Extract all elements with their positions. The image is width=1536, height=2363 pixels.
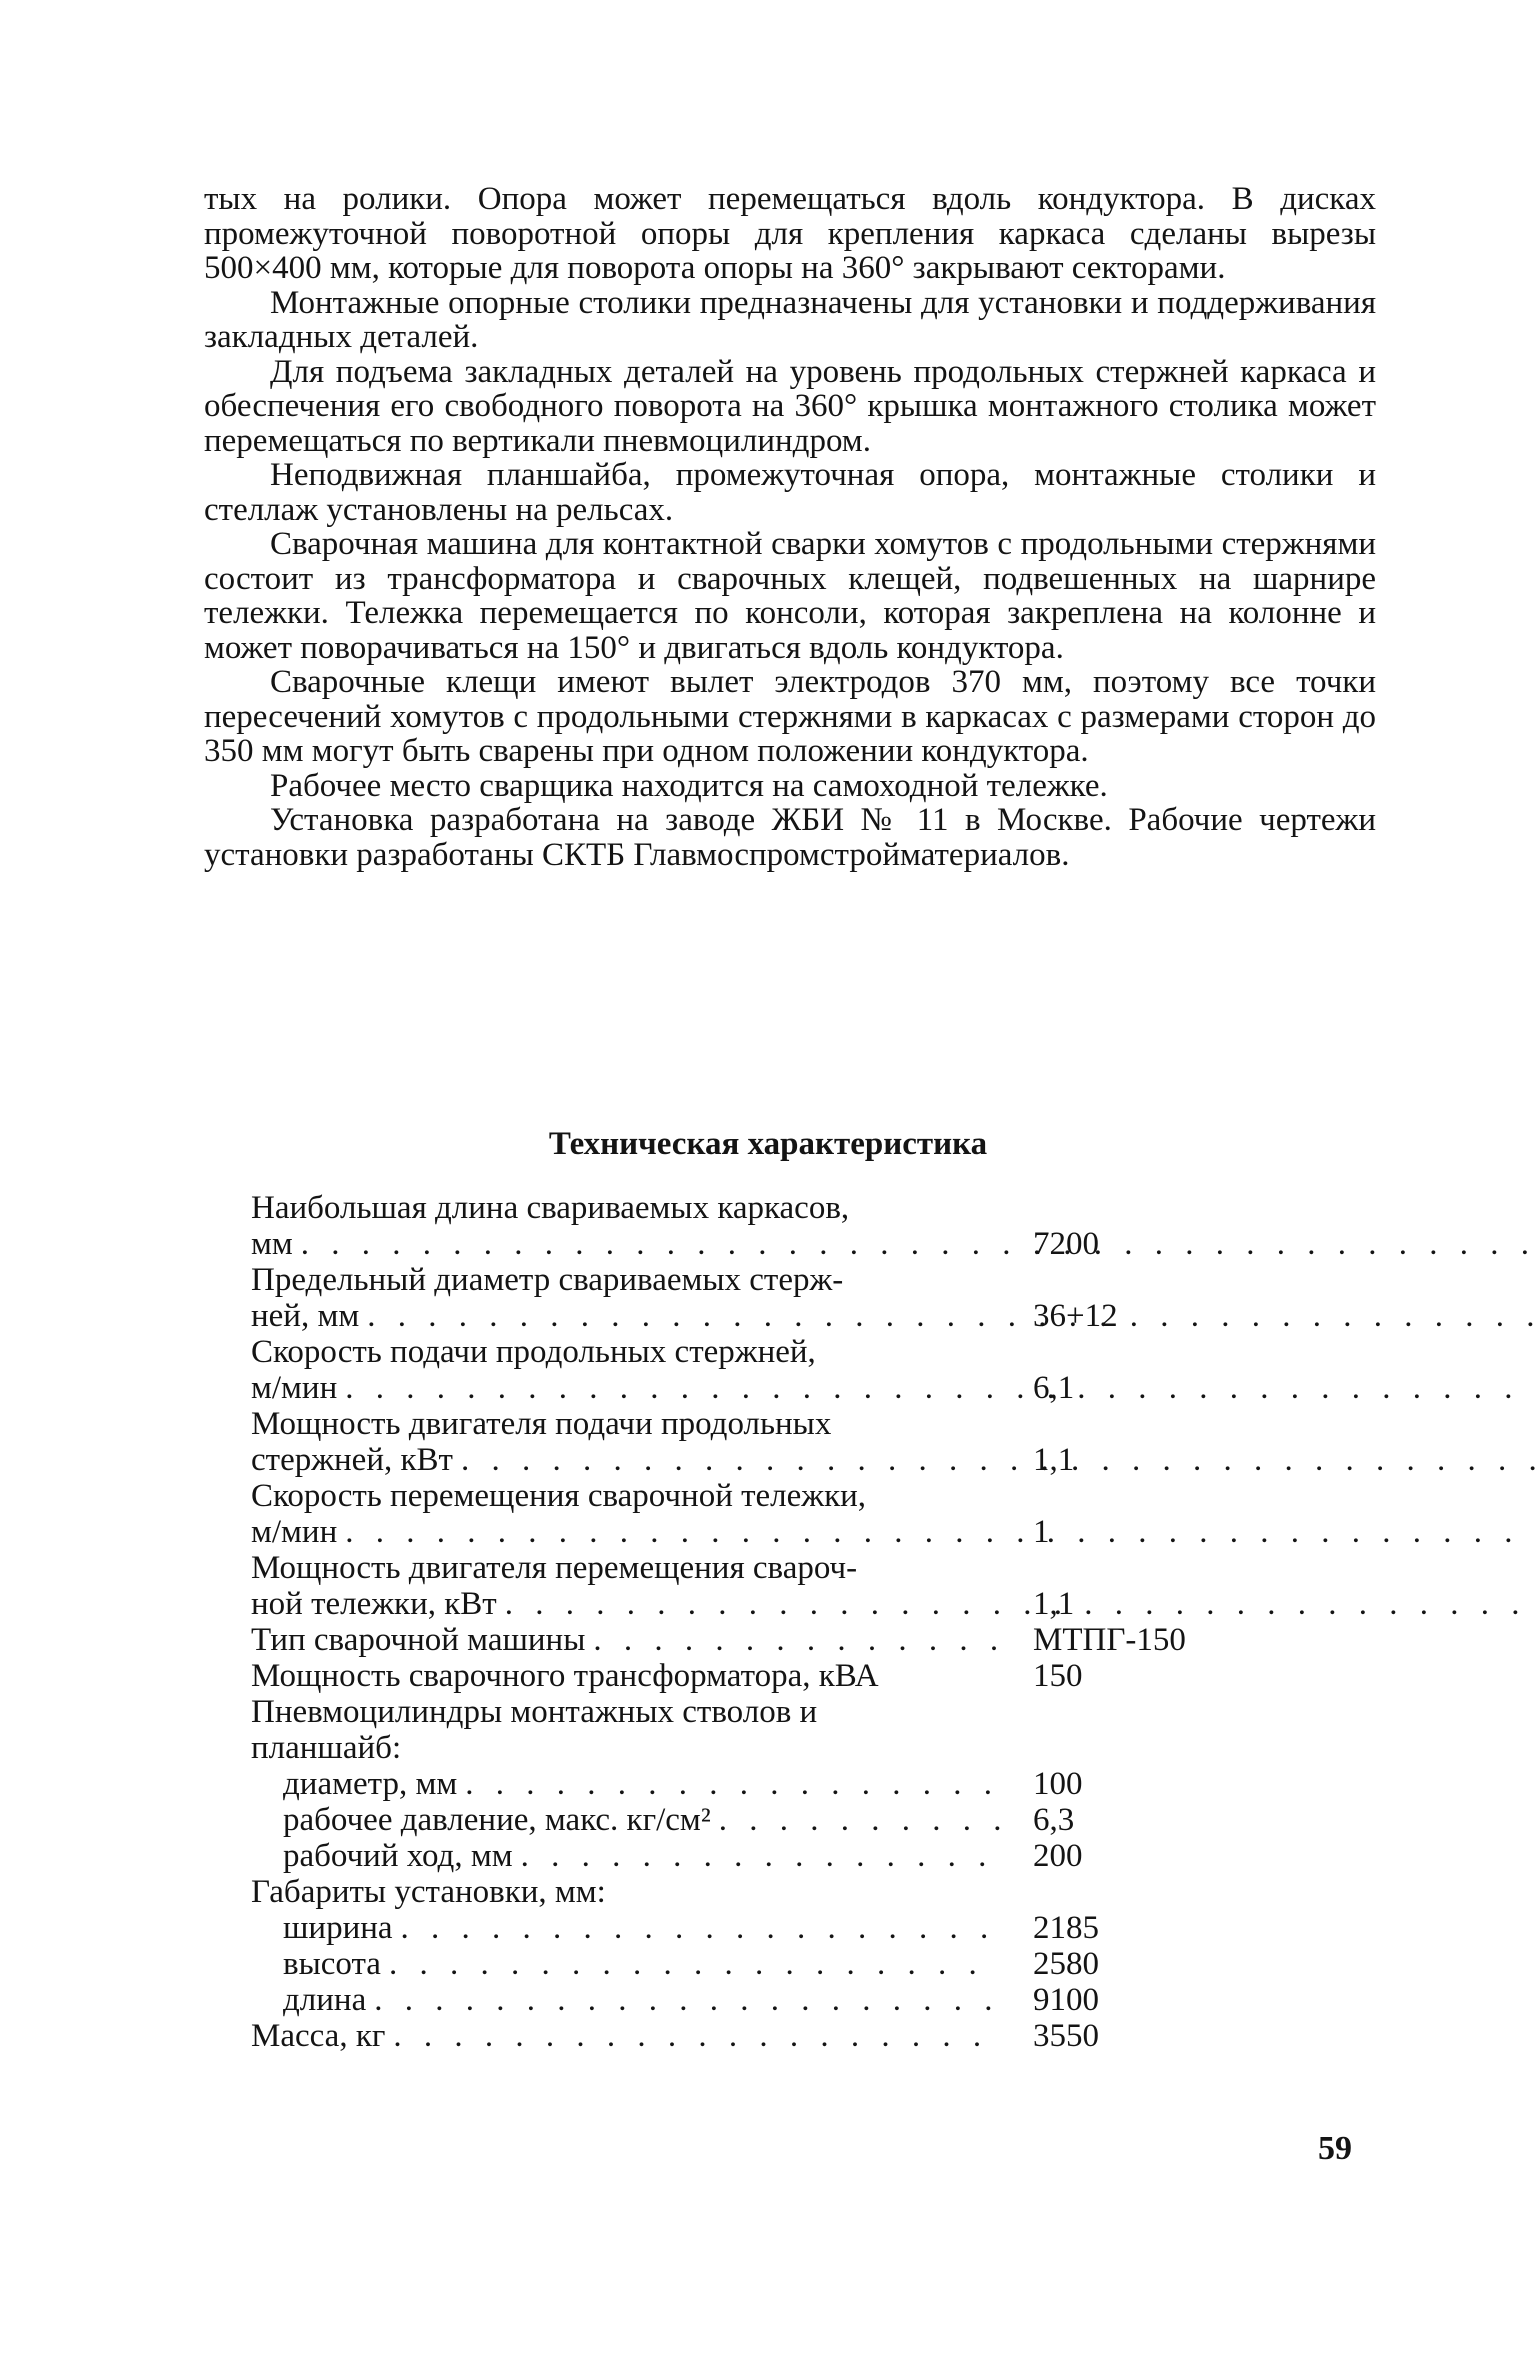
dot-leader	[593, 1622, 1001, 1658]
dot-leader	[465, 1766, 1001, 1802]
spec-label-line: Наибольшая длина свариваемых каркасов,	[251, 1190, 850, 1226]
spec-value: 200	[1033, 1838, 1083, 1874]
spec-label-line: ной тележки, кВт	[251, 1586, 497, 1622]
dot-leader	[393, 2018, 1001, 2054]
spec-value: 2580	[1033, 1946, 1099, 1982]
spec-row	[251, 1478, 1251, 1550]
spec-row	[251, 1550, 1251, 1622]
spec-label-line: планшайб:	[251, 1730, 402, 1766]
dot-leader	[401, 1910, 1001, 1946]
paragraph: Неподвижная планшайба, промежуточная опора, монтажные столики и стеллаж установлены на рельсах.	[204, 457, 1376, 528]
spec-row	[251, 1694, 1251, 1766]
spec-row	[251, 1406, 1251, 1478]
spec-label-line: Предельный диаметр свариваемых стерж-	[251, 1262, 844, 1298]
spec-label-line: мм	[251, 1226, 293, 1262]
spec-label	[251, 1406, 1001, 1478]
section-title: Техническая характеристика	[548, 1126, 988, 1162]
spec-label-line: м/мин	[251, 1370, 338, 1406]
dot-leader	[719, 1802, 1001, 1838]
spec-value: 3550	[1033, 2018, 1099, 2054]
spec-label-text: рабочий ход, мм	[283, 1838, 513, 1874]
paragraph: Рабочее место сварщика находится на самоходной тележке.	[270, 767, 1108, 804]
dot-leader	[374, 1982, 1001, 2018]
paragraph: Установка разработана на заводе ЖБИ № 11 в Москве. Рабочие чертежи установки разработаны СКТБ Главмоспромстройматериалов.	[204, 802, 1376, 873]
spec-label-line: Скорость подачи продольных стержней,	[251, 1334, 816, 1370]
spec-row	[251, 1838, 1251, 1874]
spec-row	[251, 1334, 1251, 1406]
spec-label	[251, 1262, 1001, 1334]
page-number: 59	[1318, 2130, 1352, 2167]
spec-row	[251, 1946, 1251, 1982]
paragraph: Монтажные опорные столики предназначены для установки и поддерживания закладных деталей.	[204, 284, 1376, 355]
spec-label-line: Мощность двигателя подачи продольных	[251, 1406, 832, 1442]
spec-row	[251, 2018, 1251, 2054]
spec-label-text: высота	[283, 1946, 381, 1982]
spec-label	[251, 1478, 1001, 1550]
spec-label-text: Габариты установки, мм:	[251, 1874, 606, 1910]
spec-label	[251, 1334, 1001, 1406]
spec-value: 36+12	[1033, 1298, 1118, 1334]
spec-value: 100	[1033, 1766, 1083, 1802]
spec-label	[251, 1982, 1001, 2018]
spec-value: 6,3	[1033, 1802, 1075, 1838]
spec-label	[251, 1838, 1001, 1874]
spec-value: 9100	[1033, 1982, 1099, 2018]
dot-leader	[367, 1298, 1536, 1334]
spec-value: 1	[1033, 1514, 1050, 1550]
spec-label-text: ширина	[283, 1910, 393, 1946]
spec-row	[251, 1874, 1251, 1910]
spec-row	[251, 1190, 1251, 1262]
dot-leader	[521, 1838, 1001, 1874]
spec-value: 1,1	[1033, 1442, 1075, 1478]
spec-value: 1,1	[1033, 1586, 1075, 1622]
spec-label-text: диаметр, мм	[283, 1766, 458, 1802]
spec-label-text: рабочее давление, макс. кг/см²	[283, 1802, 711, 1838]
dot-leader	[301, 1226, 1536, 1262]
spec-label	[251, 1622, 1001, 1658]
spec-label	[251, 2018, 1001, 2054]
spec-value: 150	[1033, 1658, 1083, 1694]
dot-leader	[461, 1442, 1536, 1478]
spec-label-line: ней, мм	[251, 1298, 360, 1334]
dot-leader	[345, 1370, 1536, 1406]
spec-label	[251, 1910, 1001, 1946]
spec-table	[251, 1190, 1251, 2054]
spec-row	[251, 1622, 1251, 1658]
paragraph: Сварочные клещи имеют вылет электродов 370 мм, поэтому все точки пересечений хомутов с продольными стержнями в каркасах с размерами сторон до 350 мм могут быть сварены при одном положении кондуктора.	[204, 664, 1376, 769]
spec-label-line: м/мин	[251, 1514, 338, 1550]
spec-label-line: Скорость перемещения сварочной тележки,	[251, 1478, 867, 1514]
spec-label	[251, 1550, 1001, 1622]
spec-row	[251, 1262, 1251, 1334]
spec-row	[251, 1766, 1251, 1802]
paragraph: Сварочная машина для контактной сварки хомутов с продольными стержнями состоит из трансформатора и сварочных клещей, подвешенных на шарнире тележки. Тележка перемещается по консоли, которая закреплена на колонне и может поворачиваться на 150° и двигаться вдоль кондуктора.	[204, 526, 1376, 666]
spec-label	[251, 1946, 1001, 1982]
spec-row	[251, 1982, 1251, 2018]
dot-leader	[389, 1946, 1001, 1982]
spec-label	[251, 1694, 1001, 1766]
spec-label-text: Мощность сварочного трансформатора, кВА	[251, 1658, 879, 1694]
spec-label	[251, 1802, 1001, 1838]
spec-value: МТПГ-150	[1033, 1622, 1186, 1658]
spec-label-text: длина	[283, 1982, 367, 2018]
spec-label	[251, 1658, 1001, 1694]
spec-label	[251, 1766, 1001, 1802]
spec-label-text: Масса, кг	[251, 2018, 386, 2054]
spec-value: 6,1	[1033, 1370, 1075, 1406]
spec-label-line: Пневмоцилиндры монтажных стволов и	[251, 1694, 818, 1730]
paragraph: Для подъема закладных деталей на уровень продольных стержней каркаса и обеспечения его свободного поворота на 360° крышка монтажного столика может перемещаться по вертикали пневмоцилиндром.	[204, 353, 1376, 459]
spec-label-text: Тип сварочной машины	[251, 1622, 586, 1658]
dot-leader	[345, 1514, 1536, 1550]
body-text	[204, 182, 1376, 872]
spec-row	[251, 1802, 1251, 1838]
spec-label-line: Мощность двигателя перемещения свароч-	[251, 1550, 858, 1586]
spec-row	[251, 1910, 1251, 1946]
spec-row	[251, 1658, 1251, 1694]
spec-label	[251, 1874, 1001, 1910]
spec-value: 7200	[1033, 1226, 1099, 1262]
paragraph: тых на ролики. Опора может перемещаться вдоль кондуктора. В дисках промежуточной поворотной опоры для крепления каркаса сделаны вырезы 500×400 мм, которые для поворота опоры на 360° закрывают секторами.	[204, 181, 1376, 286]
spec-value: 2185	[1033, 1910, 1099, 1946]
spec-label	[251, 1190, 1001, 1262]
spec-label-line: стержней, кВт	[251, 1442, 453, 1478]
